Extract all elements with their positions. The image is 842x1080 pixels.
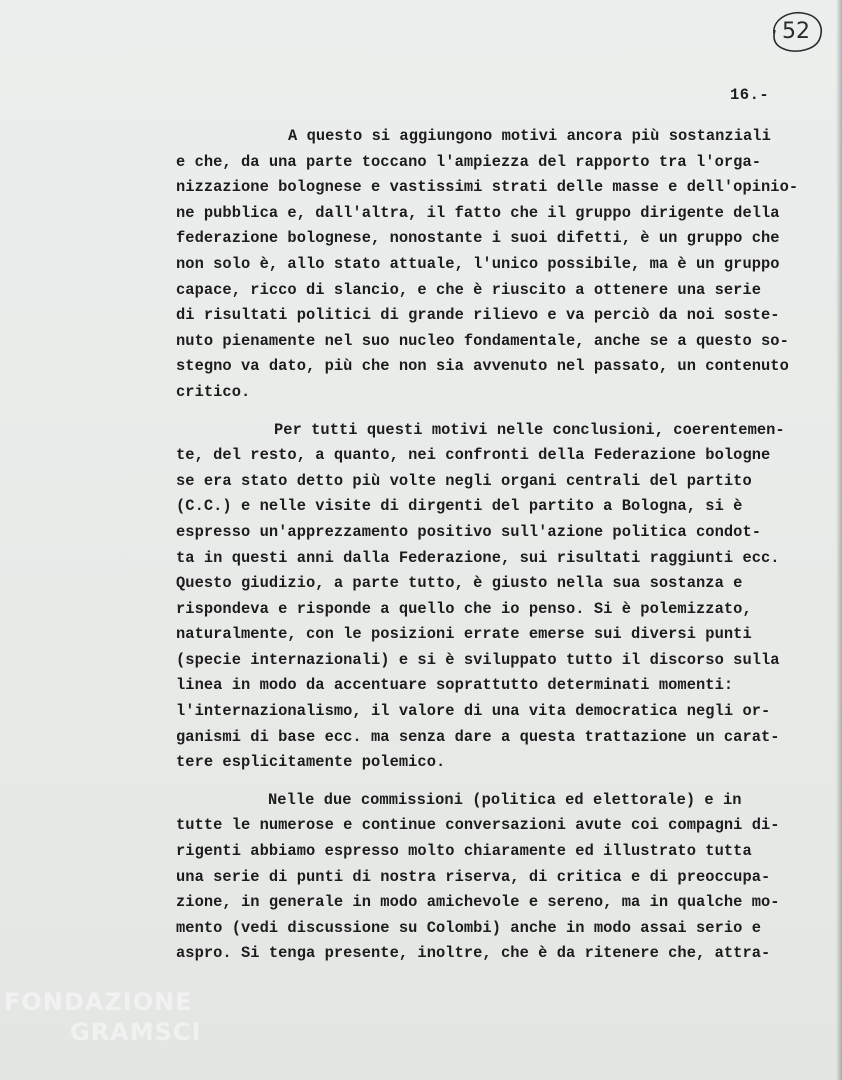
text-line: stegno va dato, più che non sia avvenuto nel passato, un contenuto — [176, 357, 789, 376]
text-line: tutte le numerose e continue conversazioni avute coi compagni di- — [176, 816, 780, 835]
text-line: espresso un'apprezzamento positivo sull'azione politica condot- — [176, 522, 762, 541]
text-line: Questo giudizio, a parte tutto, è giusto nella sua sostanza e — [176, 574, 743, 593]
page-marker-text: 52 — [782, 19, 810, 44]
text-line: rigenti abbiamo espresso molto chiaramente ed illustrato tutta — [176, 842, 752, 861]
reverse-bleed-through — [278, 0, 360, 30]
text-line: ta in questi anni dalla Federazione, sui risultati raggiunti ecc. — [176, 548, 780, 567]
watermark-line: FONDAZIONE — [4, 988, 193, 1016]
text-line: naturalmente, con le posizioni errate emerse sui diversi punti — [176, 625, 752, 644]
text-line: nuto pienamente nel suo nucleo fondamentale, anche se a questo so- — [176, 331, 789, 350]
text-line: se era stato detto più volte negli organi centrali del partito — [176, 471, 752, 490]
text-line: linea in modo da accentuare soprattutto determinati momenti: — [176, 676, 734, 695]
text-line: zione, in generale in modo amichevole e sereno, ma in qualche mo- — [176, 893, 780, 912]
text-line: di risultati politici di grande rilievo e va perciò da noi soste- — [176, 306, 780, 325]
text-line: critico. — [176, 382, 251, 401]
typed-text-body — [176, 124, 816, 967]
archive-watermark — [0, 984, 240, 1054]
text-line: ganismi di base ecc. ma senza dare a questa trattazione un carat- — [176, 727, 780, 746]
text-line: Nelle due commissioni (politica ed elettorale) e in — [268, 790, 742, 809]
text-line: (C.C.) e nelle visite di dirgenti del partito a Bologna, si è — [176, 497, 743, 516]
text-line: rispondeva e risponde a quello che io penso. Si è polemizzato, — [176, 599, 752, 618]
text-line: mento (vedi discussione su Colombi) anche in modo assai serio e — [176, 918, 762, 937]
page-number: 16.- — [730, 86, 770, 104]
watermark-line: GRAMSCI — [70, 1018, 202, 1046]
text-line: ne pubblica e, dall'altra, il fatto che il gruppo dirigente della — [176, 203, 780, 222]
text-line: e che, da una parte toccano l'ampiezza del rapporto tra l'orga- — [176, 152, 762, 171]
text-line: una serie di punti di nostra riserva, di critica e di preoccupa- — [176, 867, 771, 886]
text-line: aspro. Si tenga presente, inoltre, che è da ritenere che, attra- — [176, 944, 771, 963]
page-edge-shadow — [836, 0, 842, 1080]
page-marker — [766, 8, 826, 56]
text-line: capace, ricco di slancio, e che è riuscito a ottenere una serie — [176, 280, 762, 299]
text-line: te, del resto, a quanto, nei confronti della Federazione bologne — [176, 446, 771, 465]
text-line: federazione bolognese, nonostante i suoi difetti, è un gruppo che — [176, 229, 780, 248]
text-line: (specie internazionali) e si è sviluppato tutto il discorso sulla — [176, 650, 780, 669]
text-line: tere esplicitamente polemico. — [176, 753, 446, 772]
text-line: l'internazionalismo, il valore di una vita democratica negli or- — [176, 702, 771, 721]
text-line: Per tutti questi motivi nelle conclusioni, coerentemen- — [274, 420, 785, 439]
text-line: nizzazione bolognese e vastissimi strati delle masse e dell'opinio- — [176, 178, 799, 197]
text-line: non solo è, allo stato attuale, l'unico possibile, ma è un gruppo — [176, 254, 780, 273]
text-line: A questo si aggiungono motivi ancora più sostanziali — [288, 127, 771, 145]
